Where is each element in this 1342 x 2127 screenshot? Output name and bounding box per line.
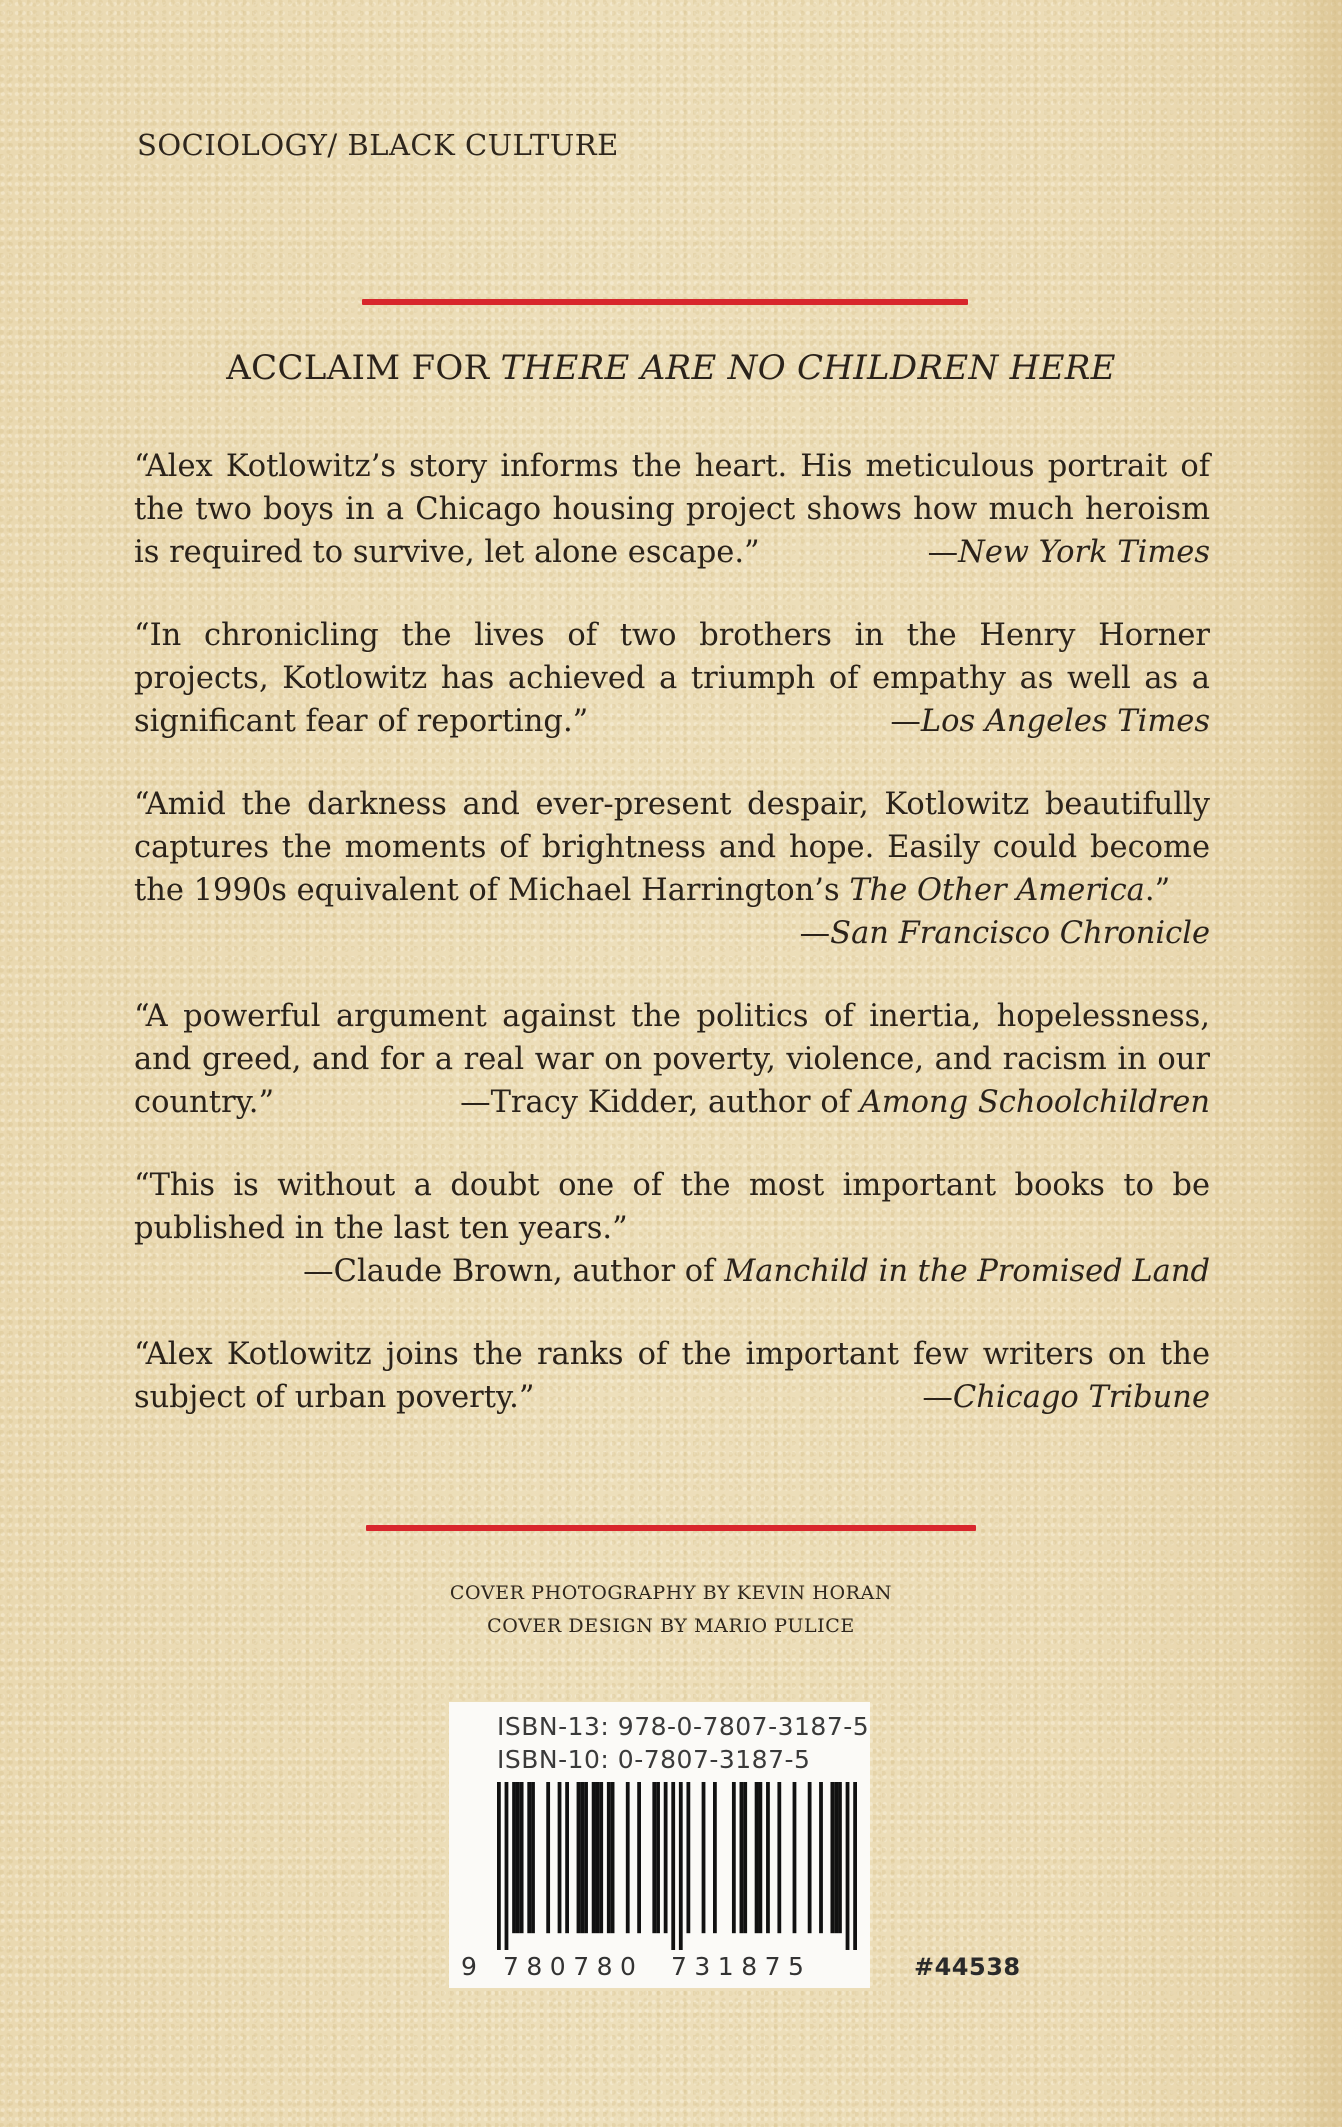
isbn-10: ISBN-10: 0-7807-3187-5 bbox=[497, 1745, 811, 1774]
barcode-bar bbox=[592, 1782, 596, 1933]
review-quote bbox=[134, 783, 1210, 955]
quote-source: Los Angeles Times bbox=[920, 704, 1210, 739]
barcode-bar bbox=[516, 1782, 520, 1933]
quote-text: “Alex Kotlowitz joins the ranks of the important few writers on the subject of urban poverty.” bbox=[134, 1337, 1210, 1415]
barcode-bar bbox=[607, 1782, 611, 1933]
barcode-guard-bar bbox=[497, 1782, 501, 1950]
quote-source: New York Times bbox=[958, 535, 1210, 570]
barcode-bar bbox=[713, 1782, 717, 1933]
barcode-bar bbox=[577, 1782, 581, 1933]
barcode-bar bbox=[686, 1782, 690, 1933]
cover-credits bbox=[0, 1577, 1342, 1643]
quote-attribution: —Tracy Kidder, author of Among Schoolchildren bbox=[460, 1085, 1210, 1120]
barcode-bar bbox=[664, 1782, 668, 1933]
review-quote bbox=[134, 614, 1210, 743]
top-red-rule bbox=[362, 299, 968, 305]
barcode-bar bbox=[565, 1782, 569, 1933]
barcode-digits-right: 731875 bbox=[671, 1952, 812, 1981]
barcode-bar bbox=[611, 1782, 615, 1933]
quote-text: “Alex Kotlowitz’s story informs the heart. His meticulous portrait of the two boys in a Chicago housing project shows how much heroism is required to survive, let alone escape.” bbox=[134, 449, 1210, 570]
quote-attribution: —New York Times bbox=[927, 535, 1210, 570]
barcode-bars bbox=[497, 1782, 857, 1950]
barcode-bar bbox=[766, 1782, 770, 1933]
barcode-bar bbox=[580, 1782, 584, 1933]
barcode-bar bbox=[830, 1782, 834, 1933]
acclaim-heading-prefix: ACCLAIM FOR bbox=[226, 348, 501, 388]
barcode-bar bbox=[546, 1782, 550, 1933]
review-quote bbox=[134, 1333, 1210, 1419]
review-quote bbox=[134, 1164, 1210, 1293]
barcode-bar bbox=[596, 1782, 600, 1933]
quote-source: Among Schoolchildren bbox=[859, 1085, 1210, 1120]
barcode-guard-bar bbox=[505, 1782, 509, 1950]
barcode-bar bbox=[531, 1782, 535, 1933]
acclaim-heading bbox=[0, 348, 1342, 388]
category-label: SOCIOLOGY/ BLACK CULTURE bbox=[137, 128, 619, 162]
barcode-bar bbox=[584, 1782, 588, 1933]
quote-text: “This is without a doubt one of the most important books to be published in the last ten years.” bbox=[134, 1168, 1210, 1246]
barcode-bar bbox=[637, 1782, 641, 1933]
barcode-bar bbox=[558, 1782, 562, 1933]
barcode-bar bbox=[834, 1782, 838, 1933]
barcode-bar bbox=[808, 1782, 812, 1933]
barcode-digits-left: 780780 bbox=[503, 1952, 644, 1981]
barcode-bar bbox=[838, 1782, 842, 1933]
barcode-bar bbox=[755, 1782, 759, 1933]
review-quote bbox=[134, 995, 1210, 1124]
barcode-bar bbox=[512, 1782, 516, 1933]
quote-book-title: The Other America bbox=[849, 873, 1145, 908]
quote-attribution: —Claude Brown, author of Manchild in the Promised Land bbox=[303, 1254, 1210, 1289]
barcode-bar bbox=[740, 1782, 744, 1933]
barcode-guard-bar bbox=[671, 1782, 675, 1950]
quote-text: “A powerful argument against the politics of inertia, hopelessness, and greed, and for a real war on poverty, violence, and racism in our country.” bbox=[134, 999, 1210, 1120]
spine-shading bbox=[1282, 0, 1342, 2127]
barcode-guard-bar bbox=[679, 1782, 683, 1950]
barcode-bar bbox=[599, 1782, 603, 1933]
quote-source: Manchild in the Promised Land bbox=[724, 1254, 1210, 1289]
quote-attribution: —Los Angeles Times bbox=[890, 704, 1210, 739]
barcode-bar bbox=[652, 1782, 656, 1933]
barcode-guard-bar bbox=[846, 1782, 850, 1950]
barcode-bar bbox=[702, 1782, 706, 1933]
barcode-digit-first: 9 bbox=[461, 1952, 477, 1981]
barcode-bar bbox=[758, 1782, 762, 1933]
isbn-barcode-box bbox=[449, 1702, 870, 1988]
barcode-bar bbox=[527, 1782, 531, 1933]
review-quote bbox=[134, 445, 1210, 574]
barcode-bar bbox=[793, 1782, 797, 1933]
barcode-bar bbox=[520, 1782, 524, 1933]
design-credit: COVER DESIGN BY MARIO PULICE bbox=[487, 1615, 855, 1637]
quote-source: San Francisco Chronicle bbox=[830, 916, 1210, 951]
barcode-bar bbox=[743, 1782, 747, 1933]
barcode-bar bbox=[656, 1782, 660, 1933]
quote-text-end: .” bbox=[1144, 873, 1171, 908]
acclaim-heading-title: THERE ARE NO CHILDREN HERE bbox=[500, 348, 1116, 388]
barcode-bar bbox=[819, 1782, 823, 1933]
quote-text: “Amid the darkness and ever-present despair, Kotlowitz beautifully captures the moments of brightness and hope. Easily could become the 1990s equivalent of Michael Harrington’s bbox=[134, 787, 1210, 908]
quote-attribution: —San Francisco Chronicle bbox=[799, 916, 1210, 951]
quote-text: “In chronicling the lives of two brothers in the Henry Horner projects, Kotlowitz has achieved a triumph of empathy as well as a significant fear of reporting.” bbox=[134, 618, 1210, 739]
barcode-bar bbox=[626, 1782, 630, 1933]
bottom-red-rule bbox=[366, 1525, 976, 1531]
price-code: #44538 bbox=[914, 1953, 1021, 1981]
isbn-13: ISBN-13: 978-0-7807-3187-5 bbox=[497, 1712, 870, 1741]
barcode-bar bbox=[777, 1782, 781, 1933]
barcode-guard-bar bbox=[853, 1782, 857, 1950]
quote-attribution: —Chicago Tribune bbox=[922, 1380, 1210, 1415]
barcode-bar bbox=[732, 1782, 736, 1933]
review-quotes bbox=[134, 445, 1210, 1459]
quote-source: Chicago Tribune bbox=[952, 1380, 1210, 1415]
photography-credit: COVER PHOTOGRAPHY BY KEVIN HORAN bbox=[449, 1582, 893, 1604]
